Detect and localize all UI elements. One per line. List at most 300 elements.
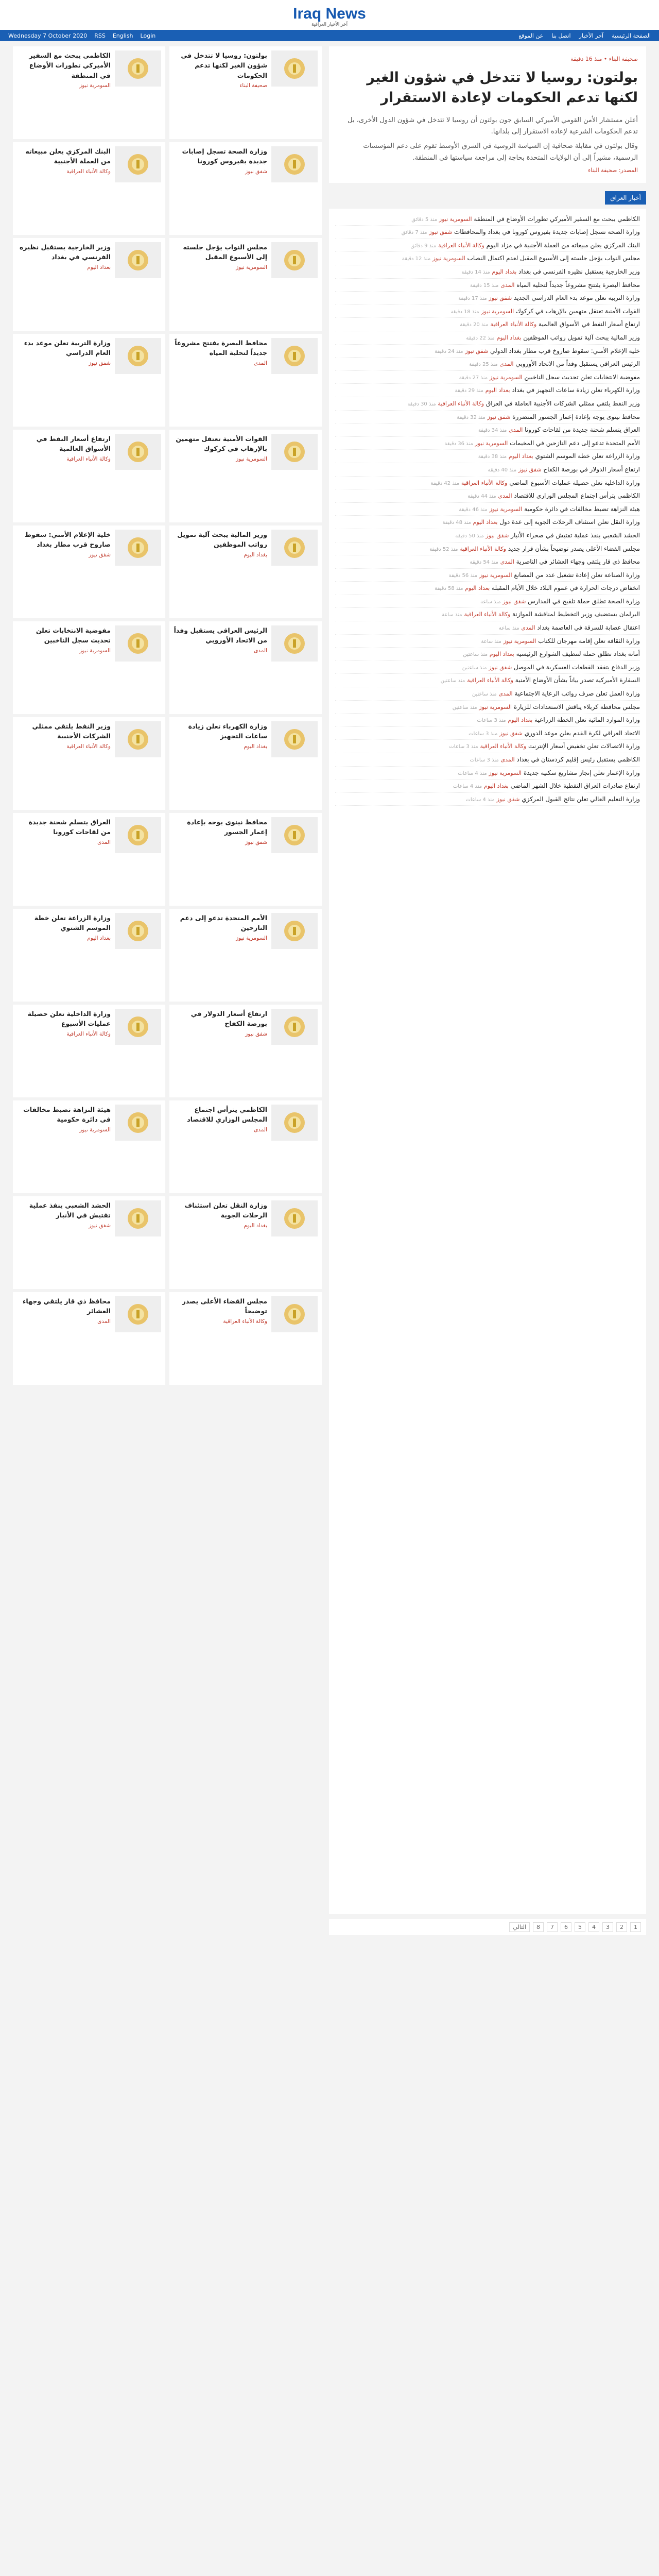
news-source[interactable]: بغداد اليوم [508, 717, 533, 724]
news-source[interactable]: المدى [498, 493, 512, 500]
news-item[interactable] [335, 331, 640, 345]
image-placeholder-icon [283, 920, 306, 942]
news-time: منذ 36 دقيقة [444, 440, 473, 447]
news-item[interactable] [335, 529, 640, 543]
news-item[interactable] [335, 358, 640, 371]
language-link[interactable]: English [112, 32, 133, 39]
card-thumbnail[interactable] [271, 50, 318, 87]
news-card[interactable] [169, 142, 322, 235]
news-item[interactable] [335, 437, 640, 450]
image-placeholder-icon [127, 536, 149, 559]
news-link[interactable]: ارتفاع أسعار النفط في الأسواق العالمية [538, 320, 640, 328]
news-time: منذ 46 دقيقة [459, 506, 488, 513]
news-link[interactable]: وزارة الصحة تطلق حملة تلقيح في المدارس [528, 597, 640, 605]
news-time: منذ 12 دقيقة [402, 256, 431, 262]
card-thumbnail[interactable] [115, 434, 161, 470]
news-item[interactable] [335, 213, 640, 226]
card-thumbnail[interactable] [271, 817, 318, 853]
card-title[interactable]: وزارة التربية تعلن موعد بدء العام الدراسي [24, 339, 111, 357]
news-source[interactable]: المدى [500, 756, 515, 763]
card-source[interactable]: السومرية نيوز [79, 647, 111, 654]
news-time: منذ 7 دقائق [401, 230, 427, 236]
news-card[interactable] [169, 430, 322, 522]
news-link[interactable]: الحشد الشعبي ينفذ عملية تفتيش في صحراء الأنبار [511, 531, 640, 539]
news-source[interactable]: وكالة الأنباء العراقية [460, 545, 506, 552]
card-thumbnail[interactable] [271, 625, 318, 662]
news-time: منذ ساعتين [440, 678, 465, 684]
news-source[interactable]: السومرية نيوز [439, 215, 472, 223]
news-item[interactable] [335, 423, 640, 437]
news-link[interactable]: البنك المركزي يعلن مبيعاته من العملة الأجنبية في مزاد اليوم [486, 241, 640, 249]
news-item[interactable] [335, 648, 640, 661]
page-link[interactable]: 8 [533, 1922, 544, 1932]
card-title[interactable]: وزير النفط يلتقي ممثلي الشركات الأجنبية [32, 722, 111, 740]
card-source[interactable]: شفق نيوز [245, 839, 267, 845]
page-link[interactable]: 6 [561, 1922, 571, 1932]
image-placeholder-icon [127, 153, 149, 176]
news-item[interactable] [335, 450, 640, 463]
news-time: منذ ساعتين [462, 665, 487, 671]
news-card[interactable] [169, 813, 322, 906]
news-source[interactable]: شفق نيوز [502, 598, 526, 605]
news-link[interactable]: وزارة الزراعة تعلن خطة الموسم الشتوي [535, 452, 640, 460]
news-source[interactable]: المدى [498, 690, 513, 698]
news-time: منذ 24 دقيقة [435, 348, 463, 354]
card-source[interactable]: بغداد اليوم [244, 551, 267, 558]
card-source[interactable]: وكالة الأنباء العراقية [66, 455, 111, 462]
image-placeholder-icon [283, 440, 306, 463]
news-source[interactable]: شفق نيوز [496, 795, 520, 803]
site-header [0, 0, 659, 30]
card-source[interactable]: شفق نيوز [89, 360, 111, 366]
news-item[interactable] [335, 345, 640, 358]
card-source[interactable]: المدى [254, 1126, 267, 1133]
card-source[interactable]: بغداد اليوم [87, 935, 111, 941]
news-link[interactable]: هيئة النزاهة تضبط مخالفات في دائرة حكومية [524, 505, 640, 513]
news-item[interactable] [335, 779, 640, 793]
card-source[interactable]: بغداد اليوم [87, 264, 111, 270]
nav-contact[interactable]: اتصل بنا [551, 32, 571, 39]
card-title[interactable]: وزارة الصحة تسجل إصابات جديدة بفيروس كورونا [182, 147, 267, 165]
news-card[interactable] [169, 1196, 322, 1289]
card-thumbnail[interactable] [115, 913, 161, 949]
image-placeholder-icon [127, 728, 149, 751]
card-source[interactable]: وكالة الأنباء العراقية [223, 1318, 267, 1325]
news-link[interactable]: مجلس محافظة كربلاء يناقش الاستعدادات للزيارة [513, 703, 640, 710]
news-link[interactable]: مجلس القضاء الأعلى يصدر توضيحاً بشأن قرار جديد [508, 545, 640, 552]
news-item[interactable] [335, 569, 640, 582]
news-link[interactable]: وزارة التربية تعلن موعد بدء العام الدراسي الجديد [514, 294, 640, 302]
card-thumbnail[interactable] [271, 146, 318, 182]
news-card[interactable] [13, 430, 165, 522]
news-source[interactable]: السومرية نيوز [481, 308, 514, 315]
rss-link[interactable]: RSS [94, 32, 106, 39]
card-title[interactable]: وزارة الداخلية تعلن حصيلة عمليات الأسبوع [27, 1010, 111, 1028]
card-title[interactable]: محافظ ذي قار يلتقي وجهاء العشائر [22, 1297, 111, 1315]
news-source[interactable]: وكالة الأنباء العراقية [461, 479, 508, 486]
card-thumbnail[interactable] [115, 530, 161, 566]
card-source[interactable]: السومرية نيوز [236, 935, 267, 941]
news-item[interactable] [335, 767, 640, 780]
news-item[interactable] [335, 503, 640, 516]
page-link[interactable]: 3 [602, 1922, 613, 1932]
news-item[interactable] [335, 793, 640, 806]
news-time: منذ 4 ساعات [453, 784, 482, 790]
news-source[interactable]: شفق نيوز [485, 532, 509, 539]
news-source[interactable]: شفق نيوز [429, 229, 453, 236]
card-source[interactable]: المدى [254, 360, 267, 366]
nav-latest[interactable]: آخر الأخبار [579, 32, 604, 39]
news-link[interactable]: الرئيس العراقي يستقبل وفداً من الاتحاد الأوروبي [515, 360, 640, 368]
page-link[interactable]: 7 [547, 1922, 558, 1932]
news-source[interactable]: بغداد اليوم [465, 585, 490, 592]
card-thumbnail[interactable] [271, 338, 318, 374]
news-item[interactable] [335, 661, 640, 674]
card-title[interactable]: بولتون: روسيا لا تتدخل في شؤون الغير لكنها تدعم الحكومات [181, 52, 267, 79]
image-placeholder-icon [283, 1111, 306, 1134]
news-item[interactable] [335, 279, 640, 292]
card-source[interactable]: المدى [254, 647, 267, 654]
news-link[interactable]: وزير الدفاع يتفقد القطعات العسكرية في الموصل [514, 663, 640, 671]
card-title[interactable]: الرئيس العراقي يستقبل وفداً من الاتحاد الأوروبي [174, 626, 267, 645]
news-link[interactable]: وزارة الداخلية تعلن حصيلة عمليات الأسبوع الماضي [509, 479, 640, 486]
top-nav-bar [0, 30, 659, 41]
card-thumbnail[interactable] [115, 146, 161, 182]
card-source[interactable]: المدى [97, 839, 111, 845]
news-card[interactable] [13, 909, 165, 1002]
card-thumbnail[interactable] [115, 1105, 161, 1141]
card-title[interactable]: العراق يتسلم شحنة جديدة من لقاحات كورونا [28, 818, 111, 836]
news-source[interactable]: شفق نيوز [465, 347, 489, 354]
card-title[interactable]: البنك المركزي يعلن مبيعاته من العملة الأجنبية [25, 147, 111, 165]
news-card[interactable] [169, 621, 322, 714]
news-item[interactable] [335, 674, 640, 687]
news-item[interactable] [335, 687, 640, 701]
news-source[interactable]: السومرية نيوز [503, 637, 536, 645]
card-title[interactable]: وزير المالية يبحث آلية تمويل رواتب الموظفين [177, 531, 267, 549]
card-thumbnail[interactable] [115, 1296, 161, 1332]
news-item[interactable] [335, 265, 640, 279]
news-time: منذ ساعتين [472, 691, 497, 698]
card-source[interactable]: شفق نيوز [245, 168, 267, 175]
news-source[interactable]: شفق نيوز [489, 664, 512, 671]
news-item[interactable] [335, 252, 640, 265]
news-time: منذ 9 دقائق [410, 243, 437, 249]
page-link[interactable]: 1 [630, 1922, 641, 1932]
news-source[interactable]: بغداد اليوم [485, 387, 510, 394]
news-link[interactable]: وزارة الصحة تسجل إصابات جديدة بفيروس كورونا في بغداد والمحافظات [454, 228, 640, 236]
news-item[interactable] [335, 753, 640, 767]
news-time: منذ 54 دقيقة [470, 560, 498, 566]
news-link[interactable]: وزارة الإعمار تعلن إنجاز مشاريع سكنية جديدة [523, 769, 640, 776]
news-source[interactable]: المدى [499, 361, 514, 368]
news-card[interactable] [169, 1100, 322, 1193]
news-link[interactable]: مفوضية الانتخابات تعلن تحديث سجل الناخبين [524, 373, 640, 381]
news-link[interactable]: محافظ البصرة يفتتح مشروعاً جديداً لتحلية المياه [516, 281, 640, 289]
news-link[interactable]: وزارة العمل تعلن صرف رواتب الرعاية الاجتماعية [514, 690, 640, 698]
news-link[interactable]: مجلس النواب يؤجل جلسته إلى الأسبوع المقبل لعدم اكتمال النصاب [467, 255, 640, 262]
news-item[interactable] [335, 292, 640, 305]
page-link[interactable]: التالي [509, 1922, 530, 1932]
news-item[interactable] [335, 411, 640, 424]
news-source[interactable]: وكالة الأنباء العراقية [467, 677, 513, 684]
news-link[interactable]: العراق يتسلم شحنة جديدة من لقاحات كورونا [525, 426, 640, 434]
news-source[interactable]: السومرية نيوز [489, 769, 522, 776]
news-item[interactable] [335, 318, 640, 331]
news-card[interactable] [169, 46, 322, 139]
news-card[interactable] [169, 334, 322, 427]
news-link[interactable]: وزارة الثقافة تعلن إقامة مهرجان للكتاب [538, 637, 640, 645]
news-link[interactable]: وزارة الاتصالات تعلن تخفيض أسعار الإنترنت [528, 742, 640, 750]
card-source[interactable]: بغداد اليوم [244, 1222, 267, 1229]
news-link[interactable]: القوات الأمنية تعتقل متهمين بالإرهاب في كركوك [515, 307, 640, 315]
news-time: منذ 34 دقيقة [478, 428, 507, 434]
card-thumbnail[interactable] [115, 721, 161, 757]
news-link[interactable]: الأمم المتحدة تدعو إلى دعم النازحين في المخيمات [510, 439, 640, 447]
card-source[interactable]: وكالة الأنباء العراقية [66, 168, 111, 175]
card-title[interactable]: مجلس النواب يؤجل جلسته إلى الأسبوع المقبل [183, 243, 267, 261]
news-item[interactable] [335, 555, 640, 569]
news-item[interactable] [335, 397, 640, 411]
news-link[interactable]: وزير الخارجية يستقبل نظيره الفرنسي في بغداد [518, 268, 640, 276]
nav-home[interactable]: الصفحة الرئيسية [612, 32, 651, 39]
news-source[interactable]: بغداد اليوم [492, 268, 517, 276]
news-card[interactable] [13, 46, 165, 139]
news-card[interactable] [13, 142, 165, 235]
news-item[interactable] [335, 384, 640, 397]
news-item[interactable] [335, 701, 640, 714]
card-thumbnail[interactable] [271, 530, 318, 566]
card-thumbnail[interactable] [115, 817, 161, 853]
news-link[interactable]: انخفاض درجات الحرارة في عموم البلاد خلال الأيام المقبلة [492, 584, 640, 592]
card-source[interactable]: السومرية نيوز [79, 82, 111, 89]
news-link[interactable]: الاتحاد العراقي لكرة القدم يعلن موعد الدوري [524, 729, 640, 737]
news-item[interactable] [335, 714, 640, 727]
card-thumbnail[interactable] [271, 1296, 318, 1332]
news-link[interactable]: محافظ ذي قار يلتقي وجهاء العشائر في الناصرية [516, 558, 640, 566]
news-link[interactable]: وزارة التعليم العالي تعلن نتائج القبول المركزي [522, 795, 640, 803]
news-source[interactable]: شفق نيوز [518, 466, 542, 473]
news-item[interactable] [335, 239, 640, 252]
news-time: منذ 27 دقيقة [459, 375, 488, 381]
news-time: منذ 3 ساعات [477, 718, 506, 724]
card-title[interactable]: مفوضية الانتخابات تعلن تحديث سجل الناخبين [36, 626, 111, 645]
site-logo[interactable] [293, 0, 366, 27]
news-link[interactable]: وزارة الكهرباء تعلن زيادة ساعات التجهيز في بغداد [512, 386, 640, 394]
card-source[interactable]: وكالة الأنباء العراقية [66, 743, 111, 750]
page-link[interactable]: 5 [575, 1922, 585, 1932]
news-card[interactable] [13, 526, 165, 618]
image-placeholder-icon [283, 536, 306, 559]
news-card[interactable] [169, 238, 322, 331]
news-card[interactable] [169, 1292, 322, 1385]
card-thumbnail[interactable] [271, 721, 318, 757]
news-item[interactable] [335, 226, 640, 239]
article-body [337, 115, 638, 163]
card-title[interactable]: ارتفاع أسعار النفط في الأسواق العالمية [36, 435, 111, 453]
page-link[interactable]: 2 [616, 1922, 627, 1932]
news-card[interactable] [13, 1100, 165, 1193]
news-source[interactable]: السومرية نيوز [479, 703, 512, 710]
news-source[interactable]: بغداد اليوم [489, 651, 514, 658]
news-card[interactable] [13, 1005, 165, 1097]
news-item[interactable] [335, 595, 640, 608]
news-link[interactable]: وزارة الصناعة تعلن إعادة تشغيل عدد من المصانع [514, 571, 640, 579]
card-source[interactable]: السومرية نيوز [236, 264, 267, 270]
card-source[interactable]: المدى [97, 1318, 111, 1325]
news-source[interactable]: شفق نيوز [499, 730, 523, 737]
card-title[interactable]: محافظ نينوى يوجه بإعادة إعمار الجسور [187, 818, 267, 836]
card-title[interactable]: محافظ البصرة يفتتح مشروعاً جديداً لتحلية المياه [175, 339, 267, 357]
card-title[interactable]: الأمم المتحدة تدعو إلى دعم النازحين [180, 914, 267, 932]
news-item[interactable] [335, 740, 640, 753]
news-card[interactable] [169, 909, 322, 1002]
card-source[interactable]: وكالة الأنباء العراقية [66, 1030, 111, 1037]
news-link[interactable]: الكاظمي يبحث مع السفير الأميركي تطورات الأوضاع في المنطقة [474, 215, 640, 223]
news-card[interactable] [13, 813, 165, 906]
news-link[interactable]: ارتفاع صادرات العراق النفطية خلال الشهر الماضي [510, 782, 640, 790]
news-source[interactable]: شفق نيوز [489, 295, 512, 302]
card-thumbnail[interactable] [115, 338, 161, 374]
card-title[interactable]: هيئة النزاهة تضبط مخالفات في دائرة حكومية [23, 1106, 111, 1124]
card-title[interactable]: الكاظمي يبحث مع السفير الأميركي تطورات الأوضاع في المنطقة [29, 52, 111, 79]
article [329, 46, 646, 183]
article-source[interactable]: المصدر: صحيفة البناء [588, 166, 638, 174]
card-source[interactable]: السومرية نيوز [236, 455, 267, 462]
news-item[interactable] [335, 463, 640, 477]
news-card[interactable] [169, 717, 322, 810]
news-item[interactable] [335, 477, 640, 490]
news-item[interactable] [335, 543, 640, 556]
news-item[interactable] [335, 727, 640, 740]
news-link[interactable]: اعتقال عصابة للسرقة في العاصمة بغداد [537, 624, 640, 632]
news-source[interactable]: وكالة الأنباء العراقية [480, 743, 527, 750]
news-item[interactable] [335, 371, 640, 384]
news-item[interactable] [335, 635, 640, 648]
news-card[interactable] [13, 621, 165, 714]
news-link[interactable]: وزارة النقل تعلن استئناف الرحلات الجوية إلى عدة دول [499, 518, 640, 526]
card-title[interactable]: القوات الأمنية تعتقل متهمين بالإرهاب في كركوك [176, 435, 267, 453]
news-link[interactable]: وزارة الموارد المائية تعلن الخطة الزراعية [534, 716, 640, 724]
news-item[interactable] [335, 608, 640, 621]
card-source[interactable]: شفق نيوز [89, 1222, 111, 1229]
card-thumbnail[interactable] [271, 1200, 318, 1236]
news-source[interactable]: السومرية نيوز [479, 571, 512, 579]
card-thumbnail[interactable] [115, 242, 161, 278]
card-title[interactable]: ارتفاع أسعار الدولار في بورصة الكفاح [190, 1010, 267, 1028]
news-item[interactable] [335, 516, 640, 529]
card-thumbnail[interactable] [115, 50, 161, 87]
news-time: منذ ساعة [499, 625, 519, 632]
news-link[interactable]: الكاظمي يستقبل رئيس إقليم كردستان في بغداد [516, 756, 640, 763]
card-title[interactable]: مجلس القضاء الأعلى يصدر توضيحاً [182, 1297, 267, 1315]
news-link[interactable]: السفارة الأميركية تصدر بياناً بشأن الأوضاع الأمنية [515, 676, 640, 684]
news-link[interactable]: محافظ نينوى يوجه بإعادة إعمار الجسور المتضررة [512, 413, 640, 420]
login-link[interactable]: Login [140, 32, 156, 39]
news-source[interactable]: المدى [500, 558, 514, 566]
card-title[interactable]: وزارة الزراعة تعلن خطة الموسم الشتوي [34, 914, 111, 932]
news-card[interactable] [13, 1292, 165, 1385]
news-source[interactable]: السومرية نيوز [489, 374, 523, 381]
card-thumbnail[interactable] [271, 913, 318, 949]
card-thumbnail[interactable] [115, 1009, 161, 1045]
image-placeholder-icon [127, 632, 149, 655]
article-meta: صحيفة البناء • منذ 16 دقيقة [570, 56, 638, 62]
news-source[interactable]: المدى [521, 624, 535, 632]
news-link[interactable]: وزير النفط يلتقي ممثلي الشركات الأجنبية العاملة في العراق [485, 399, 640, 407]
card-source[interactable]: بغداد اليوم [244, 743, 267, 750]
news-source[interactable]: المدى [500, 281, 515, 289]
card-title[interactable]: وزير الخارجية يستقبل نظيره الفرنسي في بغداد [20, 243, 111, 261]
news-link[interactable]: خلية الإعلام الأمني: سقوط صاروخ قرب مطار بغداد الدولي [490, 347, 640, 354]
news-link[interactable]: ارتفاع أسعار الدولار في بورصة الكفاح [543, 465, 640, 473]
logo-text: Iraq News [293, 5, 366, 22]
news-link[interactable]: أمانة بغداد تطلق حملة لتنظيف الشوارع الرئيسية [516, 650, 640, 658]
news-source[interactable]: وكالة الأنباء العراقية [438, 242, 484, 249]
news-link[interactable]: الكاظمي يترأس اجتماع المجلس الوزاري للاقتصاد [514, 492, 640, 500]
news-item[interactable] [335, 305, 640, 318]
news-source[interactable]: بغداد اليوم [508, 453, 533, 460]
news-source[interactable]: شفق نيوز [487, 413, 511, 420]
card-title[interactable]: خلية الإعلام الأمني: سقوط صاروخ قرب مطار بغداد [25, 531, 111, 549]
news-source[interactable]: وكالة الأنباء العراقية [438, 400, 484, 407]
news-item[interactable] [335, 489, 640, 503]
news-item[interactable] [335, 582, 640, 595]
card-thumbnail[interactable] [271, 242, 318, 278]
news-source[interactable]: السومرية نيوز [475, 439, 508, 447]
news-source[interactable]: وكالة الأنباء العراقية [490, 321, 537, 328]
card-source[interactable]: السومرية نيوز [79, 1126, 111, 1133]
page-link[interactable]: 4 [588, 1922, 599, 1932]
card-title[interactable]: وزارة الكهرباء تعلن زيادة ساعات التجهيز [188, 722, 267, 740]
card-source[interactable]: شفق نيوز [245, 1030, 267, 1037]
news-card[interactable] [13, 334, 165, 427]
news-link[interactable]: البرلمان يستضيف وزير التخطيط لمناقشة الموازنة [512, 611, 640, 618]
news-card[interactable] [169, 1005, 322, 1097]
card-thumbnail[interactable] [115, 625, 161, 662]
news-source[interactable]: وكالة الأنباء العراقية [464, 611, 511, 618]
news-item[interactable] [335, 621, 640, 635]
news-time: منذ 3 ساعات [469, 731, 498, 737]
news-source[interactable]: بغداد اليوم [473, 519, 498, 526]
news-source[interactable]: السومرية نيوز [432, 255, 465, 262]
article-paragraph: وقال بولتون في مقابلة صحافية إن السياسة الروسية في الشرق الأوسط تقوم على دعم المؤسسات الرسمية، مشيراً إلى أن الولايات المتحدة بحاجة إلى مراجعة سياستها في المنطقة. [363, 142, 638, 162]
card-title[interactable]: الكاظمي يترأس اجتماع المجلس الوزاري للاقتصاد [187, 1106, 267, 1124]
news-link[interactable]: وزير المالية يبحث آلية تمويل رواتب الموظفين [523, 334, 640, 341]
news-source[interactable]: بغداد اليوم [483, 783, 509, 790]
news-card[interactable] [13, 717, 165, 810]
card-source[interactable]: صحيفة البناء [239, 82, 267, 89]
nav-about[interactable]: عن الموقع [518, 32, 544, 39]
image-placeholder-icon [127, 1207, 149, 1230]
card-thumbnail[interactable] [271, 434, 318, 470]
news-source[interactable]: المدى [509, 427, 523, 434]
card-thumbnail[interactable] [271, 1009, 318, 1045]
news-time: منذ ساعة [442, 612, 462, 618]
article-paragraph: أعلن مستشار الأمن القومي الأميركي السابق جون بولتون أن روسيا لا تتدخل في شؤون الدول الأخرى، بل تدعم الحكومات الشرعية لإعادة الاستقرار إلى بلدانها. [348, 116, 638, 136]
news-card[interactable] [13, 1196, 165, 1289]
news-time: منذ 30 دقيقة [407, 401, 436, 407]
news-source[interactable]: السومرية نيوز [489, 505, 523, 513]
card-source[interactable]: شفق نيوز [89, 551, 111, 558]
card-title[interactable]: الحشد الشعبي ينفذ عملية تفتيش في الأنبار [29, 1201, 111, 1219]
news-card[interactable] [13, 238, 165, 331]
card-thumbnail[interactable] [271, 1105, 318, 1141]
card-thumbnail[interactable] [115, 1200, 161, 1236]
card-title[interactable]: وزارة النقل تعلن استئناف الرحلات الجوية [184, 1201, 267, 1219]
news-card[interactable] [169, 526, 322, 618]
news-source[interactable]: بغداد اليوم [496, 334, 522, 341]
